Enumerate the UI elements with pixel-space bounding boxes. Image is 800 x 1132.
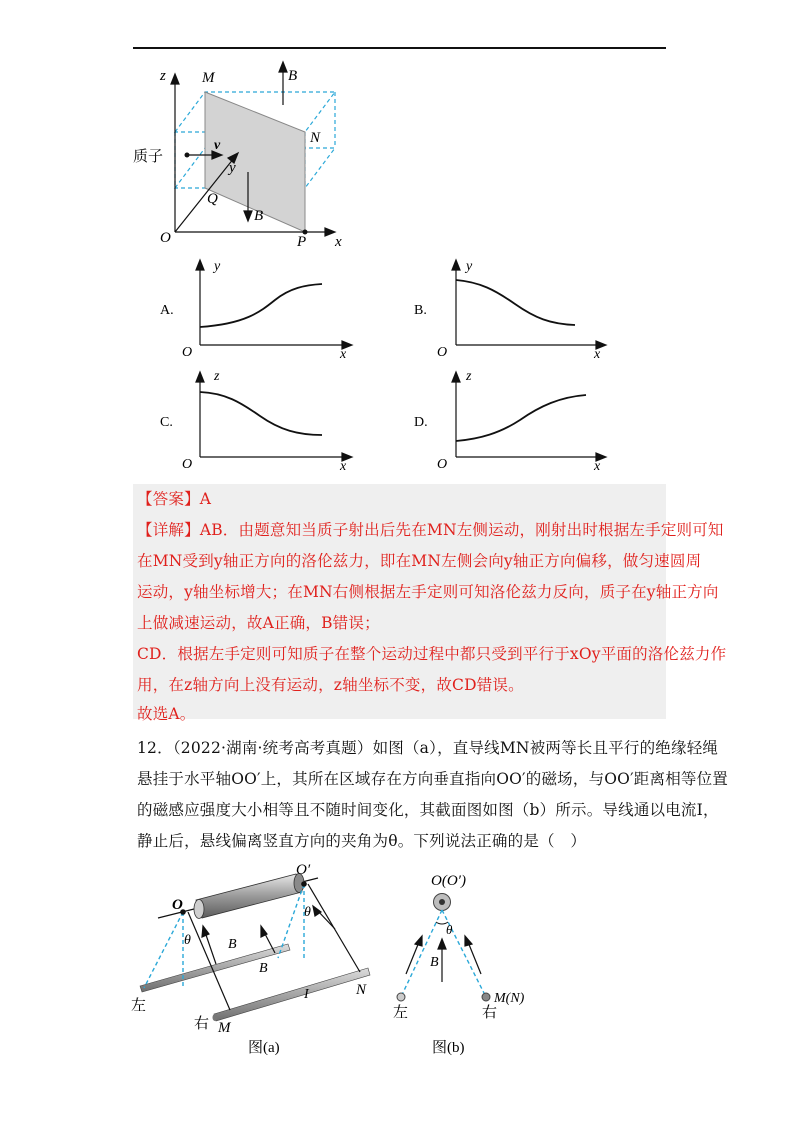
option-d-letter: D. bbox=[414, 415, 428, 430]
axis-x-label: x bbox=[335, 234, 342, 250]
option-a-curve bbox=[200, 284, 322, 327]
option-b-xaxis: x bbox=[594, 347, 601, 362]
figure-a-caption: 图(a) bbox=[248, 1040, 280, 1056]
label-right-b: 右 bbox=[482, 1005, 498, 1021]
velocity-label: v bbox=[214, 138, 221, 153]
option-d-origin: O bbox=[437, 457, 448, 472]
option-c-xaxis: x bbox=[340, 459, 347, 474]
option-b-origin: O bbox=[437, 345, 448, 360]
label-left-b: 左 bbox=[393, 1005, 409, 1021]
detail-label: 【详解】 bbox=[137, 521, 200, 539]
field-b1-label: B bbox=[228, 937, 237, 952]
answer-line-6: 用，在z轴方向上没有运动，z轴坐标不变，故CD错误。 bbox=[137, 676, 524, 694]
axis-o-label: O(O′) bbox=[431, 873, 466, 889]
option-graphs bbox=[150, 252, 650, 474]
label-right: 右 bbox=[194, 1016, 210, 1032]
option-d-xaxis: x bbox=[594, 459, 601, 474]
answer-line-5: CD．根据左手定则可知质子在整个运动过程中都只受到平行于xOy平面的洛伦兹力作 bbox=[137, 645, 727, 663]
wire-mn-label: M(N) bbox=[494, 991, 525, 1006]
wire-n-label: N bbox=[356, 982, 367, 998]
angle-theta-right: θ bbox=[304, 905, 311, 920]
wire-m-label: M bbox=[218, 1020, 231, 1036]
rod-mn bbox=[214, 968, 370, 1021]
option-b-curve bbox=[456, 280, 575, 325]
option-a-xaxis: x bbox=[340, 347, 347, 362]
point-m-label: M bbox=[202, 70, 215, 86]
axis-y-label: y bbox=[229, 160, 236, 176]
figure-b-caption: 图(b) bbox=[432, 1040, 465, 1056]
option-c-letter: C. bbox=[160, 415, 173, 430]
option-d-axis: z bbox=[466, 369, 472, 384]
answer-line-3: 运动，y轴坐标增大；在MN右侧根据左手定则可知洛伦兹力反向，质子在y轴正方向 bbox=[137, 583, 719, 601]
point-o-prime-label: O′ bbox=[296, 862, 311, 878]
figure-a-diagram bbox=[128, 862, 390, 1060]
option-c-axis: z bbox=[214, 369, 220, 384]
cylinder bbox=[196, 874, 302, 918]
proton-label: 质子 bbox=[133, 149, 164, 165]
label-left: 左 bbox=[131, 998, 147, 1014]
option-a-origin: O bbox=[182, 345, 193, 360]
field-b2-label: B bbox=[259, 961, 268, 976]
question-line-1: 12．（2022·湖南·统考高考真题）如图（a），直导线MN被两等长且平行的绝缘轻绳 bbox=[137, 739, 719, 757]
option-d-curve bbox=[456, 395, 586, 441]
axis-z-label: z bbox=[160, 68, 166, 84]
figure-b-diagram bbox=[386, 862, 526, 1060]
option-c-curve bbox=[200, 392, 322, 435]
point-o-label: O bbox=[172, 897, 183, 913]
point-q-label: Q bbox=[207, 191, 218, 207]
option-b-letter: B. bbox=[414, 303, 427, 318]
answer-line-4: 上做减速运动，故A正确，B错误； bbox=[137, 614, 380, 632]
answer-line-2: 在MN受到y轴正方向的洛伦兹力，即在MN左侧会向y轴正方向偏移，做匀速圆周 bbox=[137, 552, 702, 570]
answer-head: 【答案】A bbox=[137, 490, 212, 508]
header-rule bbox=[133, 47, 666, 49]
field-b-label: B bbox=[430, 955, 439, 970]
question-line-3: 的磁感应强度大小相等且不随时间变化，其截面图如图（b）所示。导线通以电流I， bbox=[137, 801, 719, 819]
answer-line-1 bbox=[137, 518, 724, 540]
option-a-letter: A. bbox=[160, 303, 174, 318]
angle-theta-left: θ bbox=[184, 933, 191, 948]
option-c-origin: O bbox=[182, 457, 193, 472]
origin-label: O bbox=[160, 230, 171, 246]
proton-field-diagram bbox=[130, 60, 360, 255]
point-n-label: N bbox=[310, 130, 321, 146]
option-a-axis: y bbox=[214, 259, 221, 274]
angle-theta-b: θ bbox=[446, 922, 453, 937]
question-line-4: 静止后，悬线偏离竖直方向的夹角为θ。下列说法正确的是（ ） bbox=[137, 832, 587, 850]
field-b-top-label: B bbox=[288, 68, 298, 84]
field-b-bottom-label: B bbox=[254, 208, 264, 224]
option-b-axis: y bbox=[466, 259, 473, 274]
current-i-label: I bbox=[304, 987, 309, 1002]
answer-text-1: AB．由题意知当质子射出后先在MN左侧运动，刚射出时根据左手定则可知 bbox=[199, 521, 724, 539]
point-p-label: P bbox=[297, 234, 307, 250]
answer-final: 故选A。 bbox=[137, 705, 196, 723]
question-line-2: 悬挂于水平轴OO′上，其所在区域存在方向垂直指向OO′的磁场，与OO′距离相等位置 bbox=[137, 770, 729, 788]
